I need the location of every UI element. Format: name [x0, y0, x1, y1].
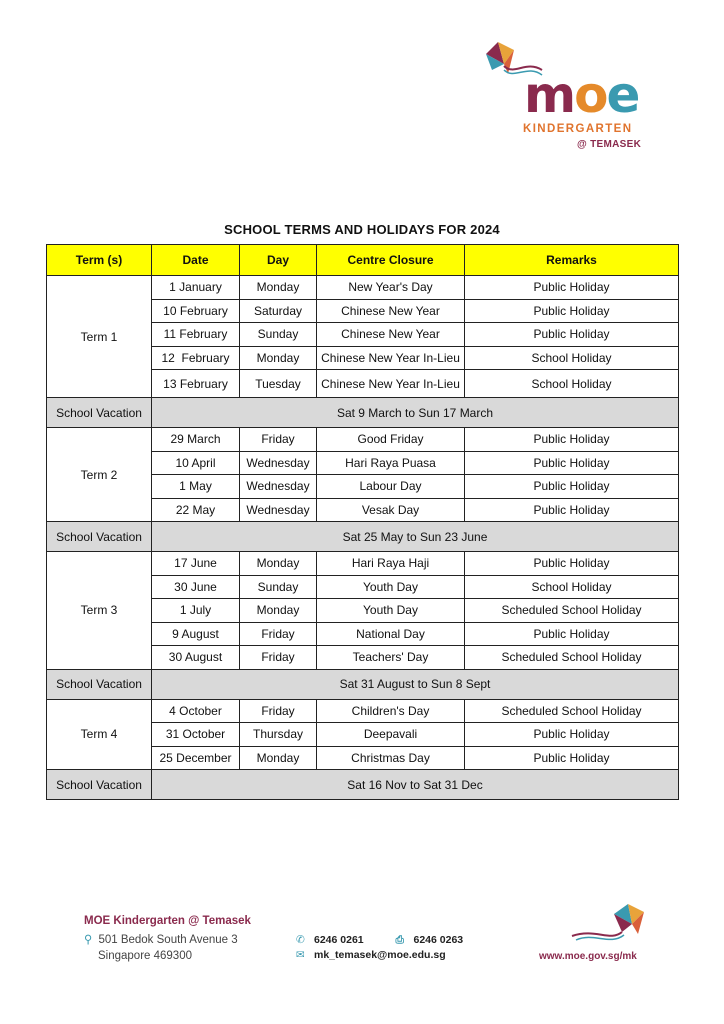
remarks-cell: School Holiday — [465, 346, 679, 370]
document-title: SCHOOL TERMS AND HOLIDAYS FOR 2024 — [224, 222, 500, 237]
header-term: Term (s) — [47, 245, 152, 276]
header-remarks: Remarks — [465, 245, 679, 276]
footer-address — [84, 932, 238, 964]
address-line-2: Singapore 469300 — [98, 950, 192, 962]
day-cell: Wednesday — [240, 498, 317, 522]
closure-cell: Children's Day — [317, 699, 465, 723]
table-row — [47, 276, 679, 300]
remarks-cell: Scheduled School Holiday — [465, 699, 679, 723]
closure-cell: Labour Day — [317, 475, 465, 499]
table-row — [47, 428, 679, 452]
date-cell: 11 February — [152, 323, 240, 347]
day-cell: Friday — [240, 428, 317, 452]
vacation-row — [47, 398, 679, 428]
date-cell: 1 July — [152, 599, 240, 623]
day-cell: Monday — [240, 746, 317, 770]
date-cell: 17 June — [152, 552, 240, 576]
remarks-cell: Public Holiday — [465, 451, 679, 475]
remarks-cell: Public Holiday — [465, 552, 679, 576]
day-cell: Monday — [240, 276, 317, 300]
vacation-label: School Vacation — [47, 669, 152, 699]
day-cell: Saturday — [240, 299, 317, 323]
remarks-cell: Public Holiday — [465, 323, 679, 347]
closure-cell: Deepavali — [317, 723, 465, 747]
vacation-range: Sat 31 August to Sun 8 Sept — [152, 669, 679, 699]
remarks-cell: Public Holiday — [465, 498, 679, 522]
closure-cell: Youth Day — [317, 575, 465, 599]
date-cell: 22 May — [152, 498, 240, 522]
moe-wordmark: moe — [524, 66, 639, 124]
term-label: Term 1 — [47, 276, 152, 398]
table-row — [47, 552, 679, 576]
vacation-label: School Vacation — [47, 770, 152, 800]
day-cell: Sunday — [240, 575, 317, 599]
moe-kindergarten-logo — [484, 40, 654, 160]
term-label: Term 2 — [47, 428, 152, 522]
vacation-range: Sat 25 May to Sun 23 June — [152, 522, 679, 552]
closure-cell: Chinese New Year — [317, 299, 465, 323]
footer-contact — [296, 933, 463, 963]
date-cell: 25 December — [152, 746, 240, 770]
day-cell: Monday — [240, 599, 317, 623]
day-cell: Thursday — [240, 723, 317, 747]
remarks-cell: Scheduled School Holiday — [465, 599, 679, 623]
closure-cell: Chinese New Year In-Lieu — [317, 346, 465, 370]
day-cell: Monday — [240, 346, 317, 370]
date-cell: 9 August — [152, 622, 240, 646]
remarks-cell: Public Holiday — [465, 475, 679, 499]
day-cell: Tuesday — [240, 370, 317, 398]
closure-cell: Chinese New Year In-Lieu — [317, 370, 465, 398]
footer-organisation: MOE Kindergarten @ Temasek — [84, 915, 251, 927]
table-row — [47, 699, 679, 723]
day-cell: Monday — [240, 552, 317, 576]
closure-cell: New Year's Day — [317, 276, 465, 300]
header-centre-closure: Centre Closure — [317, 245, 465, 276]
address-line-1: 501 Bedok South Avenue 3 — [98, 934, 238, 946]
header-date: Date — [152, 245, 240, 276]
phone-number: 6246 0261 — [314, 934, 364, 946]
remarks-cell: Public Holiday — [465, 746, 679, 770]
closure-cell: Vesak Day — [317, 498, 465, 522]
date-cell: 10 April — [152, 451, 240, 475]
closure-cell: Christmas Day — [317, 746, 465, 770]
remarks-cell: Public Holiday — [465, 428, 679, 452]
date-cell: 4 October — [152, 699, 240, 723]
closure-cell: Good Friday — [317, 428, 465, 452]
fax-number: 6246 0263 — [413, 934, 464, 946]
date-cell: 1 May — [152, 475, 240, 499]
day-cell: Friday — [240, 646, 317, 670]
remarks-cell: Public Holiday — [465, 299, 679, 323]
remarks-cell: School Holiday — [465, 575, 679, 599]
closure-cell: Youth Day — [317, 599, 465, 623]
day-cell: Wednesday — [240, 475, 317, 499]
email-address[interactable]: mk_temasek@moe.edu.sg — [314, 949, 446, 961]
logo-kindergarten-text: KINDERGARTEN — [523, 123, 633, 135]
date-cell: 12 February — [152, 346, 240, 370]
vacation-label: School Vacation — [47, 398, 152, 428]
closure-cell: Hari Raya Haji — [317, 552, 465, 576]
day-cell: Friday — [240, 622, 317, 646]
vacation-label: School Vacation — [47, 522, 152, 552]
email-icon: ✉ — [296, 949, 305, 961]
remarks-cell: Public Holiday — [465, 723, 679, 747]
remarks-cell: Scheduled School Holiday — [465, 646, 679, 670]
date-cell: 1 January — [152, 276, 240, 300]
date-cell: 30 June — [152, 575, 240, 599]
date-cell: 29 March — [152, 428, 240, 452]
kite-logo-icon — [566, 902, 646, 946]
closure-cell: Chinese New Year — [317, 323, 465, 347]
day-cell: Wednesday — [240, 451, 317, 475]
date-cell: 30 August — [152, 646, 240, 670]
date-cell: 10 February — [152, 299, 240, 323]
term-label: Term 4 — [47, 699, 152, 770]
closure-cell: Hari Raya Puasa — [317, 451, 465, 475]
header-day: Day — [240, 245, 317, 276]
phone-icon: ✆ — [296, 934, 305, 946]
vacation-row — [47, 770, 679, 800]
location-pin-icon: ⚲ — [84, 934, 93, 946]
remarks-cell: School Holiday — [465, 370, 679, 398]
logo-temasek-text: @ TEMASEK — [577, 139, 642, 150]
day-cell: Sunday — [240, 323, 317, 347]
vacation-row — [47, 522, 679, 552]
remarks-cell: Public Holiday — [465, 622, 679, 646]
vacation-row — [47, 669, 679, 699]
date-cell: 13 February — [152, 370, 240, 398]
schedule-table — [46, 244, 679, 800]
closure-cell: Teachers' Day — [317, 646, 465, 670]
fax-icon: ⎙ — [395, 934, 404, 946]
remarks-cell: Public Holiday — [465, 276, 679, 300]
term-label: Term 3 — [47, 552, 152, 670]
vacation-range: Sat 9 March to Sun 17 March — [152, 398, 679, 428]
header-row — [47, 245, 679, 276]
vacation-range: Sat 16 Nov to Sat 31 Dec — [152, 770, 679, 800]
closure-cell: National Day — [317, 622, 465, 646]
day-cell: Friday — [240, 699, 317, 723]
website-link[interactable]: www.moe.gov.sg/mk — [539, 951, 637, 962]
date-cell: 31 October — [152, 723, 240, 747]
